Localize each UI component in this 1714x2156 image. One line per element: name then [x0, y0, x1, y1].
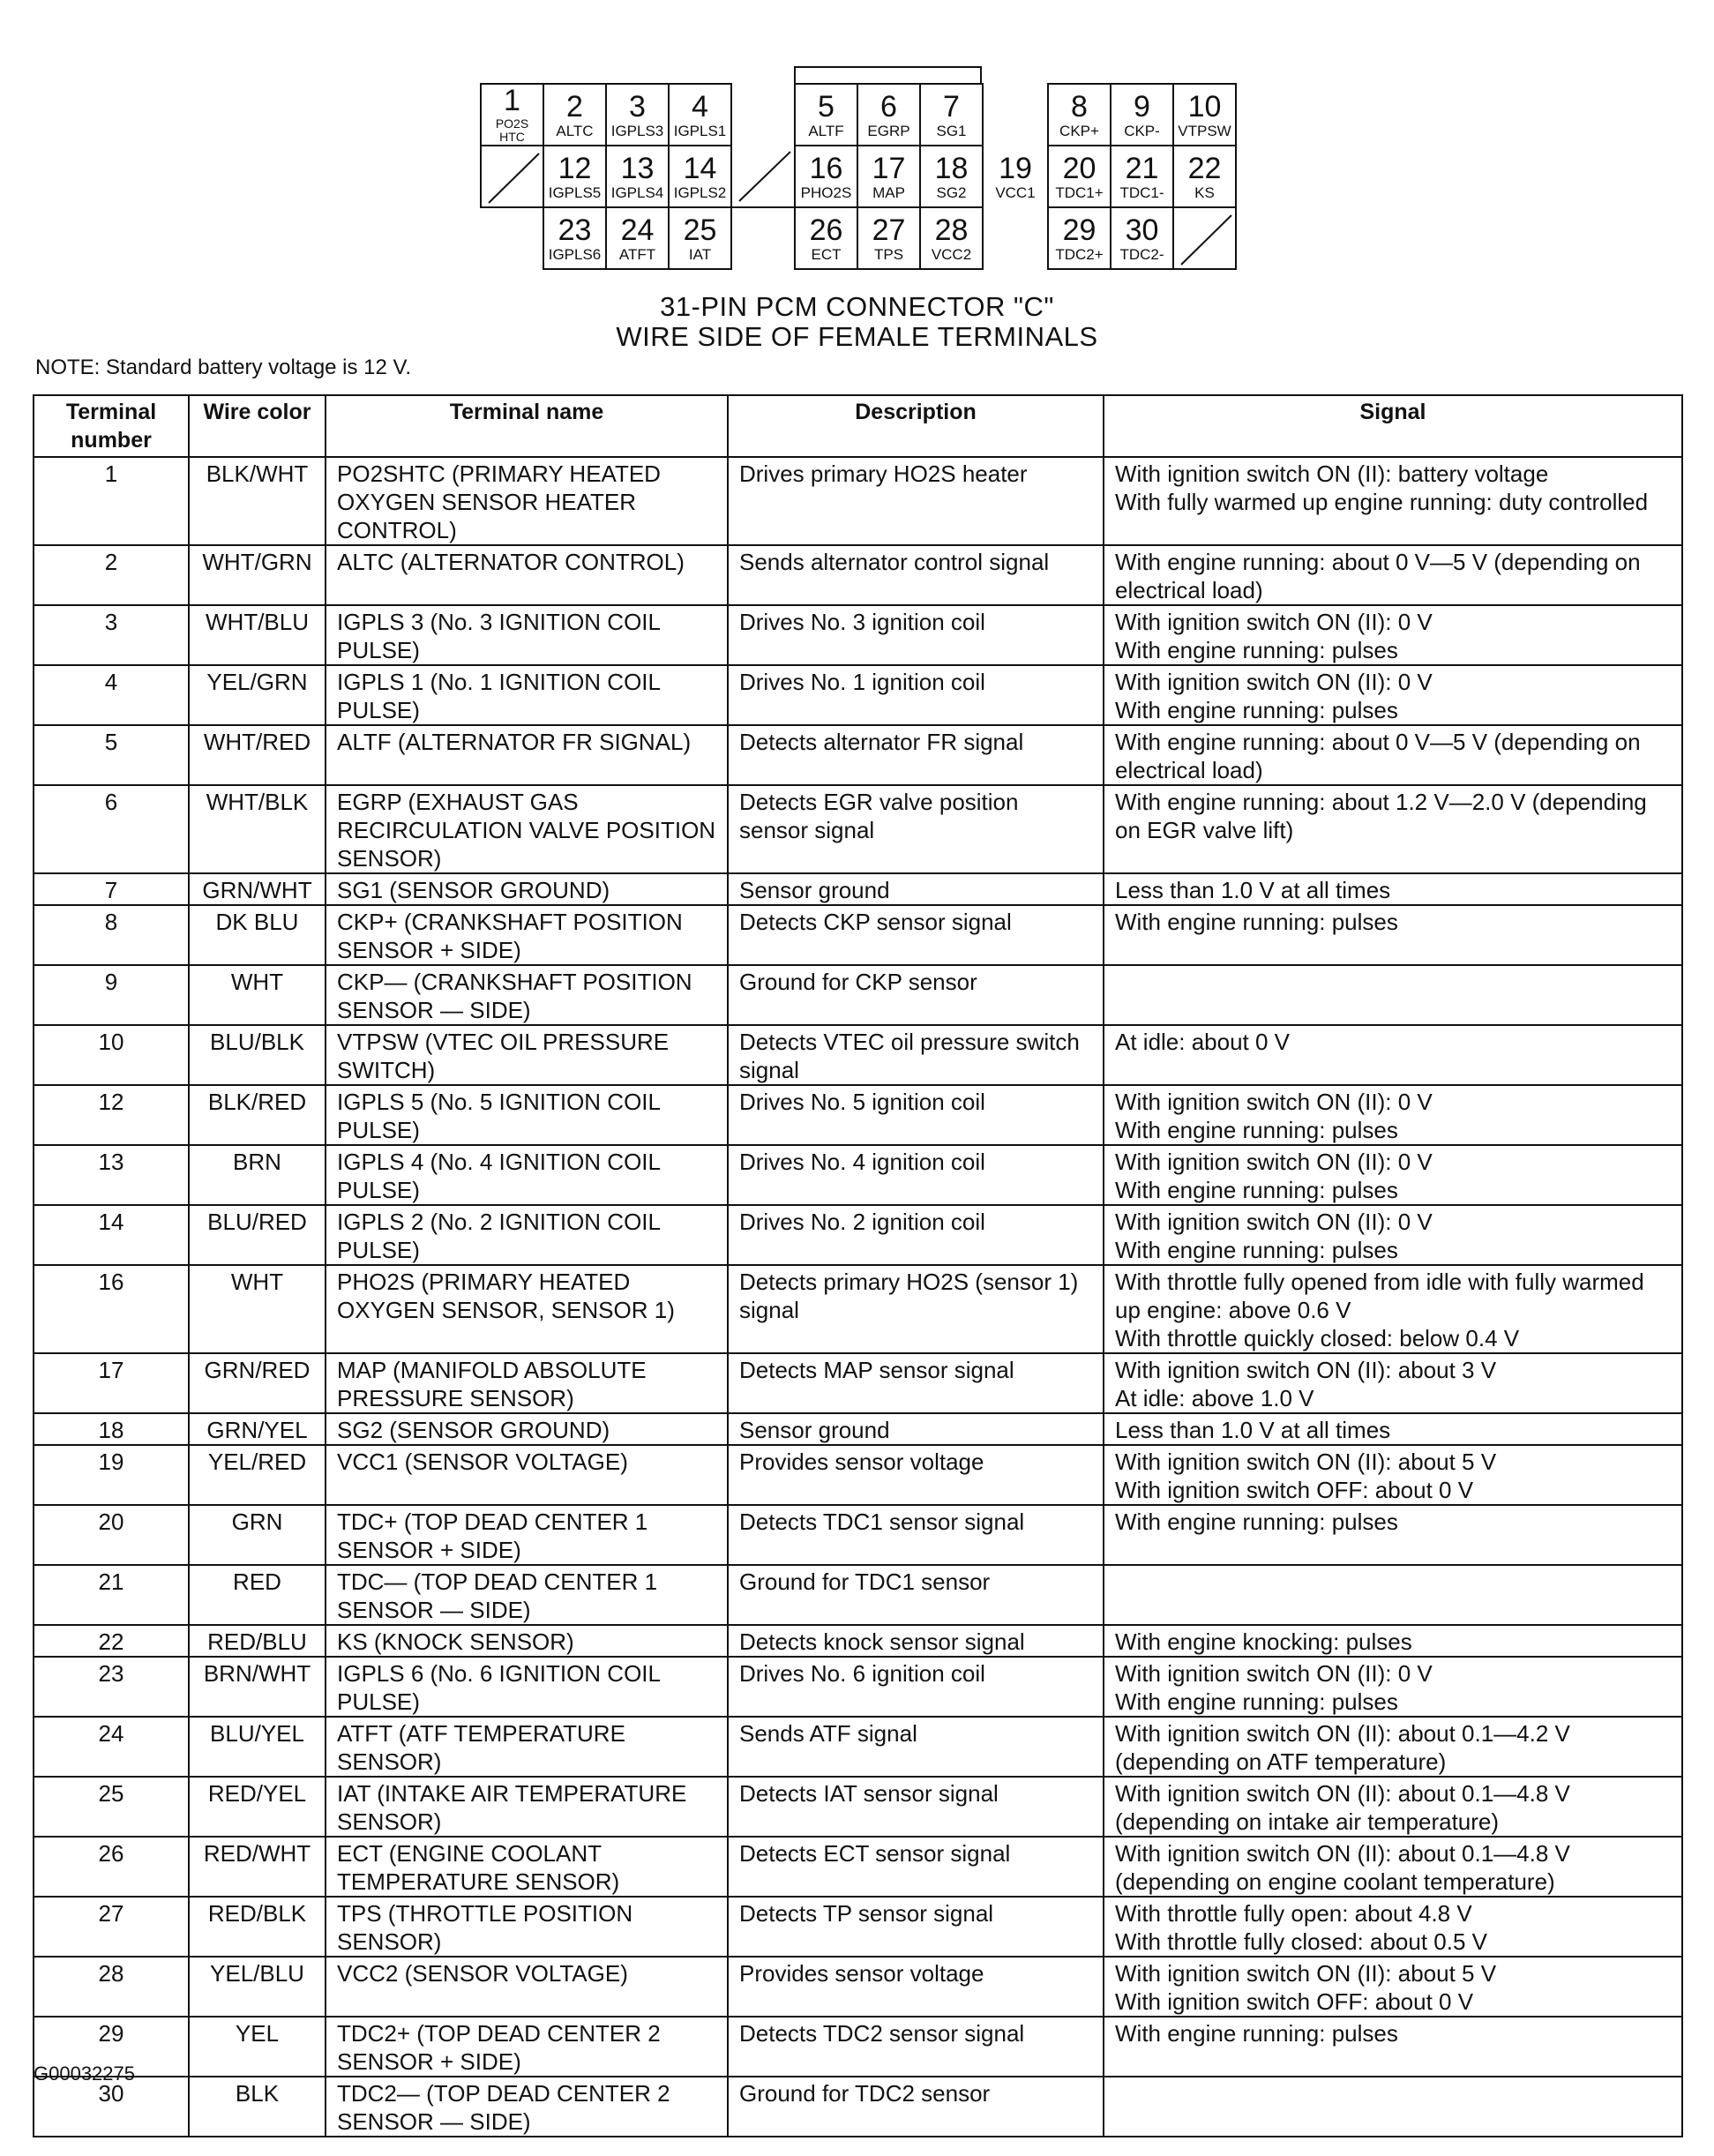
pin-label: PHO2S [800, 183, 852, 201]
description-cell: Drives primary HO2S heater [728, 457, 1104, 545]
pin-4 [668, 83, 732, 146]
description-cell: Detects TP sensor signal [728, 1897, 1104, 1957]
pin-number: 22 [1187, 151, 1222, 185]
wire-color-cell: BLU/BLK [189, 1025, 326, 1085]
signal-cell: Less than 1.0 V at all times [1104, 873, 1682, 905]
table-row [34, 1777, 1682, 1837]
pin-1 [480, 83, 544, 146]
table-row [34, 905, 1682, 965]
wire-color-cell: YEL/GRN [189, 665, 326, 725]
terminal-number-cell: 23 [34, 1657, 189, 1717]
pin-label: IGPLS3 [610, 122, 664, 139]
terminal-name-cell: TDC2— (TOP DEAD CENTER 2 SENSOR — SIDE) [326, 2077, 728, 2137]
header-wire-color: Wire color [189, 395, 326, 457]
terminal-name-cell: SG1 (SENSOR GROUND) [326, 873, 728, 905]
terminal-number-cell: 7 [34, 873, 189, 905]
pin-2 [543, 83, 607, 146]
table-row [34, 1565, 1682, 1625]
wire-color-cell: BLK/RED [189, 1085, 326, 1145]
pin-number: 20 [1062, 151, 1097, 185]
pin-number: 17 [872, 151, 906, 185]
pin-15-blank [730, 145, 796, 208]
terminal-number-cell: 8 [34, 905, 189, 965]
description-cell: Detects EGR valve position sensor signal [728, 785, 1104, 873]
connector-title: 31-PIN PCM CONNECTOR "C" [660, 291, 1054, 322]
pin-number: 26 [809, 213, 843, 247]
pin-13 [605, 145, 670, 208]
pin-label: TDC2+ [1055, 245, 1104, 263]
wire-color-cell: BRN/WHT [189, 1657, 326, 1717]
wire-color-cell: WHT/RED [189, 725, 326, 785]
terminal-number-cell: 24 [34, 1717, 189, 1777]
pin-label: VTPSW [1178, 122, 1231, 139]
table-row [34, 1025, 1682, 1085]
terminal-name-cell: CKP+ (CRANKSHAFT POSITION SENSOR + SIDE) [326, 905, 728, 965]
wire-color-cell: RED [189, 1565, 326, 1625]
terminal-number-cell: 5 [34, 725, 189, 785]
signal-cell: With engine running: pulses [1104, 1505, 1682, 1565]
table-row [34, 1717, 1682, 1777]
pin-label: IGPLS6 [548, 245, 602, 263]
terminal-name-cell: ECT (ENGINE COOLANT TEMPERATURE SENSOR) [326, 1837, 728, 1897]
description-cell: Ground for TDC2 sensor [728, 2077, 1104, 2137]
pin-27 [857, 206, 921, 270]
wire-color-cell: YEL/RED [189, 1445, 326, 1505]
blank-slash-icon [1174, 208, 1239, 272]
pin-label: ALTC [556, 122, 594, 139]
wire-color-cell: GRN [189, 1505, 326, 1565]
pin-label: MAP [872, 183, 905, 201]
pin-19 [982, 145, 1049, 208]
terminal-number-cell: 4 [34, 665, 189, 725]
pin-number: 24 [620, 213, 655, 247]
pin-number: 27 [872, 213, 906, 247]
pin-number: 9 [1134, 89, 1150, 124]
pin-18 [919, 145, 984, 208]
connector-key [794, 66, 982, 83]
table-row [34, 725, 1682, 785]
table-row [34, 1657, 1682, 1717]
pin-label: TDC1- [1119, 183, 1164, 201]
pin-label: IGPLS2 [673, 183, 727, 201]
table-row [34, 2077, 1682, 2137]
description-cell: Detects MAP sensor signal [728, 1353, 1104, 1413]
pin-25 [668, 206, 732, 270]
signal-cell: With engine running: pulses [1104, 2017, 1682, 2077]
terminal-number-cell: 6 [34, 785, 189, 873]
pin-number: 29 [1062, 213, 1097, 247]
table-row [34, 1505, 1682, 1565]
terminal-name-cell: IAT (INTAKE AIR TEMPERATURE SENSOR) [326, 1777, 728, 1837]
terminal-name-cell: TPS (THROTTLE POSITION SENSOR) [326, 1897, 728, 1957]
terminal-name-cell: VTPSW (VTEC OIL PRESSURE SWITCH) [326, 1025, 728, 1085]
wire-color-cell: WHT/GRN [189, 545, 326, 605]
pin-label: SG2 [936, 183, 967, 201]
pin-label: TDC1+ [1055, 183, 1104, 201]
signal-cell [1104, 1565, 1682, 1625]
pin-number: 18 [934, 151, 969, 185]
signal-cell: With ignition switch ON (II): about 5 V With ignition switch OFF: about 0 V [1104, 1445, 1682, 1505]
terminal-number-cell: 1 [34, 457, 189, 545]
table-row [34, 1085, 1682, 1145]
pin-number: 1 [504, 84, 520, 118]
terminal-number-cell: 26 [34, 1837, 189, 1897]
wire-color-cell: WHT/BLU [189, 605, 326, 665]
table-row [34, 665, 1682, 725]
table-row [34, 1625, 1682, 1657]
description-cell: Drives No. 2 ignition coil [728, 1205, 1104, 1265]
description-cell: Detects primary HO2S (sensor 1) signal [728, 1265, 1104, 1353]
pin-label: CKP- [1124, 122, 1160, 139]
terminal-number-cell: 13 [34, 1145, 189, 1205]
terminal-name-cell: CKP— (CRANKSHAFT POSITION SENSOR — SIDE) [326, 965, 728, 1025]
description-cell: Detects CKP sensor signal [728, 905, 1104, 965]
description-cell: Sends ATF signal [728, 1717, 1104, 1777]
header-signal: Signal [1104, 395, 1682, 457]
pin-22 [1172, 145, 1237, 208]
description-cell: Ground for TDC1 sensor [728, 1565, 1104, 1625]
terminal-number-cell: 12 [34, 1085, 189, 1145]
description-cell: Detects IAT sensor signal [728, 1777, 1104, 1837]
terminal-number-cell: 25 [34, 1777, 189, 1837]
terminal-number-cell: 3 [34, 605, 189, 665]
signal-cell: With engine running: about 0 V—5 V (depending on electrical load) [1104, 545, 1682, 605]
signal-cell [1104, 2077, 1682, 2137]
pin-label: ATFT [618, 245, 656, 263]
pin-3 [605, 83, 670, 146]
header-description: Description [728, 395, 1104, 457]
pin-14 [668, 145, 732, 208]
pin-number: 12 [558, 151, 592, 185]
wire-color-cell: RED/YEL [189, 1777, 326, 1837]
terminal-number-cell: 19 [34, 1445, 189, 1505]
pin-6 [857, 83, 921, 146]
pin-label: VCC1 [995, 183, 1036, 201]
table-row [34, 1837, 1682, 1897]
pin-label: VCC2 [931, 245, 972, 263]
signal-cell: With ignition switch ON (II): 0 V With engine running: pulses [1104, 1085, 1682, 1145]
pin-11-blank [480, 145, 544, 208]
pin-8 [1047, 83, 1111, 146]
terminal-number-cell: 21 [34, 1565, 189, 1625]
signal-cell: With ignition switch ON (II): 0 V With engine running: pulses [1104, 1145, 1682, 1205]
terminal-table [33, 394, 1683, 2137]
description-cell: Ground for CKP sensor [728, 965, 1104, 1025]
terminal-name-cell: TDC— (TOP DEAD CENTER 1 SENSOR — SIDE) [326, 1565, 728, 1625]
description-cell: Detects TDC2 sensor signal [728, 2017, 1104, 2077]
table-row [34, 1353, 1682, 1413]
table-row [34, 1445, 1682, 1505]
wire-color-cell: BLU/RED [189, 1205, 326, 1265]
table-row [34, 2017, 1682, 2077]
table-body [34, 457, 1682, 2137]
signal-cell: With ignition switch ON (II): about 0.1—4.8 V (depending on engine coolant temperature) [1104, 1837, 1682, 1897]
signal-cell: With ignition switch ON (II): 0 V With engine running: pulses [1104, 605, 1682, 665]
terminal-number-cell: 10 [34, 1025, 189, 1085]
pin-label: IAT [688, 245, 712, 263]
pin-label: IGPLS1 [673, 122, 727, 139]
signal-cell: With ignition switch ON (II): 0 V With engine running: pulses [1104, 1657, 1682, 1717]
terminal-name-cell: VCC1 (SENSOR VOLTAGE) [326, 1445, 728, 1505]
description-cell: Detects ECT sensor signal [728, 1837, 1104, 1897]
pin-5 [794, 83, 858, 146]
blank-slash-icon [482, 146, 546, 210]
terminal-number-cell: 29 [34, 2017, 189, 2077]
table-row [34, 605, 1682, 665]
description-cell: Drives No. 3 ignition coil [728, 605, 1104, 665]
pin-label: SG1 [936, 122, 967, 139]
terminal-number-cell: 14 [34, 1205, 189, 1265]
pin-number: 28 [934, 213, 969, 247]
description-cell: Sensor ground [728, 873, 1104, 905]
pin-20 [1047, 145, 1111, 208]
connector-subtitle: WIRE SIDE OF FEMALE TERMINALS [616, 321, 1098, 352]
pin-28 [919, 206, 984, 270]
pin-label: CKP+ [1059, 122, 1099, 139]
terminal-name-cell: SG2 (SENSOR GROUND) [326, 1413, 728, 1445]
pin-30 [1110, 206, 1174, 270]
signal-cell: With throttle fully open: about 4.8 V With throttle fully closed: about 0.5 V [1104, 1897, 1682, 1957]
pin-label: ECT [811, 245, 842, 263]
table-row [34, 785, 1682, 873]
table-row [34, 1957, 1682, 2017]
description-cell: Drives No. 4 ignition coil [728, 1145, 1104, 1205]
terminal-name-cell: MAP (MANIFOLD ABSOLUTE PRESSURE SENSOR) [326, 1353, 728, 1413]
pin-number: 4 [692, 89, 708, 124]
header-terminal-number: Terminal number [34, 395, 189, 457]
wire-color-cell: DK BLU [189, 905, 326, 965]
signal-cell: With ignition switch ON (II): battery voltage With fully warmed up engine running: duty controlled [1104, 457, 1682, 545]
signal-cell: With ignition switch ON (II): about 3 V At idle: above 1.0 V [1104, 1353, 1682, 1413]
terminal-name-cell: IGPLS 4 (No. 4 IGNITION COIL PULSE) [326, 1145, 728, 1205]
terminal-name-cell: EGRP (EXHAUST GAS RECIRCULATION VALVE POSITION SENSOR) [326, 785, 728, 873]
terminal-name-cell: IGPLS 5 (No. 5 IGNITION COIL PULSE) [326, 1085, 728, 1145]
description-cell: Drives No. 1 ignition coil [728, 665, 1104, 725]
wire-color-cell: RED/BLK [189, 1897, 326, 1957]
pin-number: 2 [566, 89, 583, 124]
pin-number: 16 [809, 151, 843, 185]
terminal-number-cell: 2 [34, 545, 189, 605]
terminal-number-cell: 27 [34, 1897, 189, 1957]
wire-color-cell: RED/BLU [189, 1625, 326, 1657]
terminal-number-cell: 17 [34, 1353, 189, 1413]
pin-label: IGPLS4 [610, 183, 664, 201]
terminal-name-cell: VCC2 (SENSOR VOLTAGE) [326, 1957, 728, 2017]
footer-code: G00032275 [34, 2062, 135, 2085]
battery-note: NOTE: Standard battery voltage is 12 V. [35, 356, 412, 379]
signal-cell: With ignition switch ON (II): 0 V With engine running: pulses [1104, 1205, 1682, 1265]
terminal-name-cell: ATFT (ATF TEMPERATURE SENSOR) [326, 1717, 728, 1777]
pin-number: 19 [999, 151, 1032, 185]
pin-label: TPS [873, 245, 904, 263]
pin-number: 21 [1125, 151, 1159, 185]
wire-color-cell: GRN/WHT [189, 873, 326, 905]
terminal-number-cell: 22 [34, 1625, 189, 1657]
pin-31-blank [1172, 206, 1237, 270]
terminal-name-cell: PO2SHTC (PRIMARY HEATED OXYGEN SENSOR HEATER CONTROL) [326, 457, 728, 545]
wire-color-cell: GRN/YEL [189, 1413, 326, 1445]
blank-slash-icon [732, 145, 797, 208]
pin-23 [543, 206, 607, 270]
signal-cell: With ignition switch ON (II): about 0.1—4.2 V (depending on ATF temperature) [1104, 1717, 1682, 1777]
pin-label: PO2S HTC [495, 116, 529, 144]
pin-number: 7 [943, 89, 960, 124]
pin-21 [1110, 145, 1174, 208]
table-row [34, 1897, 1682, 1957]
pin-number: 14 [683, 151, 717, 185]
pin-label: EGRP [867, 122, 910, 139]
wire-color-cell: BLK/WHT [189, 457, 326, 545]
pin-7 [919, 83, 984, 146]
header-terminal-name: Terminal name [326, 395, 728, 457]
pin-number: 30 [1125, 213, 1159, 247]
terminal-number-cell: 16 [34, 1265, 189, 1353]
signal-cell: With engine running: about 0 V—5 V (depending on electrical load) [1104, 725, 1682, 785]
pin-29 [1047, 206, 1111, 270]
signal-cell: With ignition switch ON (II): 0 V With engine running: pulses [1104, 665, 1682, 725]
description-cell: Provides sensor voltage [728, 1957, 1104, 2017]
signal-cell: Less than 1.0 V at all times [1104, 1413, 1682, 1445]
wire-color-cell: WHT [189, 1265, 326, 1353]
pin-number: 3 [629, 89, 646, 124]
pin-9 [1110, 83, 1174, 146]
terminal-number-cell: 30 [34, 2077, 189, 2137]
signal-cell: With engine running: about 1.2 V—2.0 V (depending on EGR valve lift) [1104, 785, 1682, 873]
terminal-name-cell: TDC2+ (TOP DEAD CENTER 2 SENSOR + SIDE) [326, 2017, 728, 2077]
signal-cell: With engine running: pulses [1104, 905, 1682, 965]
table-row [34, 1265, 1682, 1353]
pin-number: 10 [1187, 89, 1222, 124]
terminal-name-cell: IGPLS 1 (No. 1 IGNITION COIL PULSE) [326, 665, 728, 725]
wire-color-cell: BRN [189, 1145, 326, 1205]
signal-cell: At idle: about 0 V [1104, 1025, 1682, 1085]
terminal-number-cell: 18 [34, 1413, 189, 1445]
pin-number: 13 [620, 151, 655, 185]
signal-cell: With ignition switch ON (II): about 5 V With ignition switch OFF: about 0 V [1104, 1957, 1682, 2017]
table-row [34, 1413, 1682, 1445]
wire-color-cell: WHT [189, 965, 326, 1025]
signal-cell: With throttle fully opened from idle with fully warmed up engine: above 0.6 V With throttle quickly closed: below 0.4 V [1104, 1265, 1682, 1353]
table-row [34, 873, 1682, 905]
signal-cell: With ignition switch ON (II): about 0.1—4.8 V (depending on intake air temperature) [1104, 1777, 1682, 1837]
table-header-row [34, 395, 1682, 457]
table-row [34, 1145, 1682, 1205]
pin-12 [543, 145, 607, 208]
pin-label: TDC2- [1119, 245, 1164, 263]
pin-16 [794, 145, 858, 208]
table-row [34, 545, 1682, 605]
terminal-name-cell: TDC+ (TOP DEAD CENTER 1 SENSOR + SIDE) [326, 1505, 728, 1565]
wire-color-cell: GRN/RED [189, 1353, 326, 1413]
pin-24 [605, 206, 670, 270]
description-cell: Provides sensor voltage [728, 1445, 1104, 1505]
terminal-name-cell: ALTF (ALTERNATOR FR SIGNAL) [326, 725, 728, 785]
wire-color-cell: BLU/YEL [189, 1717, 326, 1777]
terminal-name-cell: PHO2S (PRIMARY HEATED OXYGEN SENSOR, SENSOR 1) [326, 1265, 728, 1353]
pin-26 [794, 206, 858, 270]
terminal-name-cell: KS (KNOCK SENSOR) [326, 1625, 728, 1657]
wire-color-cell: YEL [189, 2017, 326, 2077]
table-row [34, 1205, 1682, 1265]
description-cell: Detects VTEC oil pressure switch signal [728, 1025, 1104, 1085]
terminal-number-cell: 20 [34, 1505, 189, 1565]
description-cell: Detects TDC1 sensor signal [728, 1505, 1104, 1565]
pin-number: 23 [558, 213, 592, 247]
description-cell: Sends alternator control signal [728, 545, 1104, 605]
pin-label: IGPLS5 [548, 183, 602, 201]
table-row [34, 965, 1682, 1025]
signal-cell [1104, 965, 1682, 1025]
description-cell: Sensor ground [728, 1413, 1104, 1445]
description-cell: Detects knock sensor signal [728, 1625, 1104, 1657]
description-cell: Drives No. 6 ignition coil [728, 1657, 1104, 1717]
pin-number: 8 [1071, 89, 1088, 124]
table-row [34, 457, 1682, 545]
pin-17 [857, 145, 921, 208]
description-cell: Detects alternator FR signal [728, 725, 1104, 785]
terminal-name-cell: IGPLS 3 (No. 3 IGNITION COIL PULSE) [326, 605, 728, 665]
signal-cell: With engine knocking: pulses [1104, 1625, 1682, 1657]
terminal-name-cell: IGPLS 6 (No. 6 IGNITION COIL PULSE) [326, 1657, 728, 1717]
terminal-name-cell: IGPLS 2 (No. 2 IGNITION COIL PULSE) [326, 1205, 728, 1265]
wire-color-cell: BLK [189, 2077, 326, 2137]
pin-label: KS [1194, 183, 1215, 201]
terminal-number-cell: 28 [34, 1957, 189, 2017]
description-cell: Drives No. 5 ignition coil [728, 1085, 1104, 1145]
pin-number: 5 [818, 89, 835, 124]
pin-number: 25 [683, 213, 717, 247]
pin-label: ALTF [808, 122, 844, 139]
wire-color-cell: RED/WHT [189, 1837, 326, 1897]
terminal-number-cell: 9 [34, 965, 189, 1025]
wire-color-cell: WHT/BLK [189, 785, 326, 873]
pin-10 [1172, 83, 1237, 146]
wire-color-cell: YEL/BLU [189, 1957, 326, 2017]
terminal-name-cell: ALTC (ALTERNATOR CONTROL) [326, 545, 728, 605]
pin-number: 6 [880, 89, 897, 124]
